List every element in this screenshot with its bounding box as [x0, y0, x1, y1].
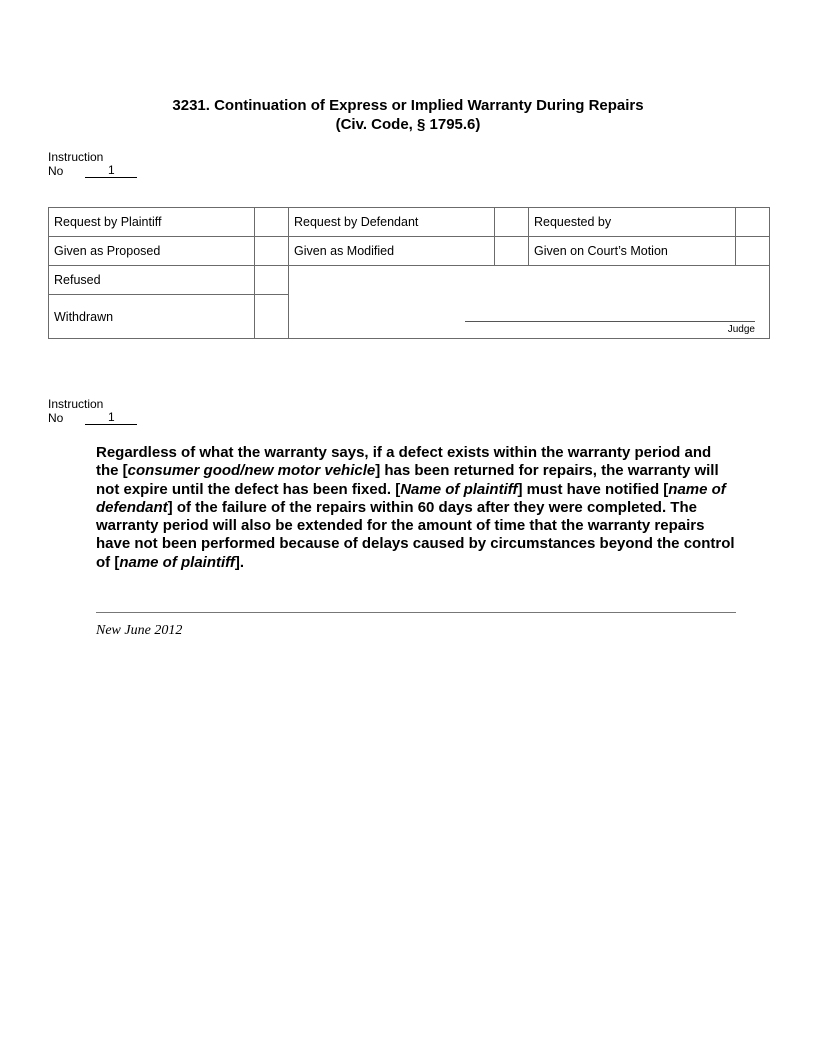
body-text-segment: ] must have notified [ [517, 480, 669, 498]
body-text-segment: ]. [234, 553, 245, 571]
judge-label: Judge [727, 324, 755, 335]
judge-signature-area[interactable] [289, 266, 770, 339]
refused-checkbox[interactable] [255, 266, 289, 295]
footer-divider [96, 612, 736, 613]
instruction-no-label: No [48, 164, 64, 178]
body-text-segment: Regardless of what the warranty says, if a defect exists within the warranty period and the [ [96, 444, 712, 480]
body-placeholder-defendant: name of defendant [96, 480, 726, 516]
page-title [0, 96, 816, 134]
given-as-proposed-checkbox[interactable] [255, 237, 289, 266]
requested-by-label: Requested by [529, 208, 736, 237]
revision-note: New June 2012 [96, 623, 183, 638]
instruction-number-bottom [48, 397, 137, 425]
body-placeholder-consumer-good: consumer good/new motor vehicle [127, 462, 376, 480]
instruction-label: Instruction [48, 397, 104, 411]
title-line-2: (Civ. Code, § 1795.6) [335, 116, 481, 133]
request-by-plaintiff-label: Request by Plaintiff [49, 208, 255, 237]
judge-signature-line [465, 321, 755, 322]
instruction-no-value: 1 [85, 164, 137, 178]
body-text-segment: ] has been returned for repairs, the warranty will not expire until the defect has been fixed. [ [96, 462, 719, 498]
title-line-1: 3231. Continuation of Express or Implied Warranty During Repairs [172, 97, 644, 114]
body-placeholder-plaintiff: name of plaintiff [119, 553, 235, 571]
request-by-defendant-label: Request by Defendant [289, 208, 495, 237]
given-on-courts-motion-checkbox[interactable] [736, 237, 770, 266]
request-by-plaintiff-checkbox[interactable] [255, 208, 289, 237]
instruction-number-top [48, 150, 137, 178]
requested-by-checkbox[interactable] [736, 208, 770, 237]
instruction-body-text [96, 444, 736, 572]
body-placeholder-plaintiff: Name of plaintiff [400, 480, 518, 498]
instruction-disposition-table [48, 207, 770, 339]
instruction-no-value: 1 [85, 411, 137, 425]
given-as-modified-label: Given as Modified [289, 237, 495, 266]
request-by-defendant-checkbox[interactable] [495, 208, 529, 237]
instruction-no-label: No [48, 411, 64, 425]
withdrawn-checkbox[interactable] [255, 295, 289, 339]
instruction-label: Instruction [48, 150, 104, 164]
refused-label: Refused [49, 266, 255, 295]
withdrawn-label: Withdrawn [49, 295, 255, 339]
given-on-courts-motion-label: Given on Court’s Motion [529, 237, 736, 266]
body-text-segment: ] of the failure of the repairs within 60 days after they were completed. The warranty period will also be extended for the amount of time that the warranty repairs have not been performed because of delays caused by circumstances beyond the control of [ [96, 498, 735, 571]
given-as-modified-checkbox[interactable] [495, 237, 529, 266]
given-as-proposed-label: Given as Proposed [49, 237, 255, 266]
